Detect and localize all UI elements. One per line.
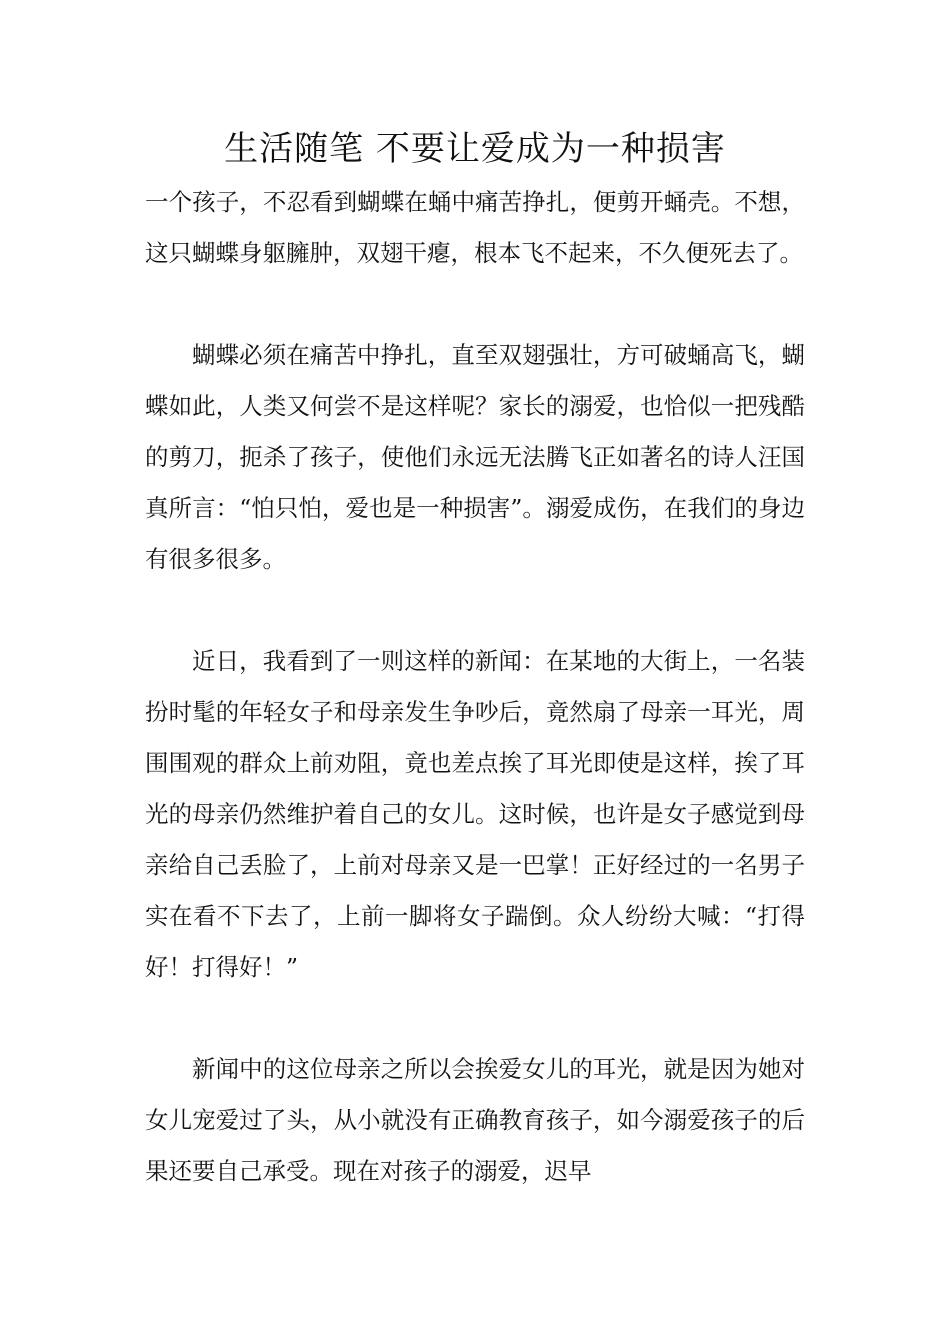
document-body bbox=[145, 177, 805, 1248]
document-title: 生活随笔 不要让爱成为一种损害 bbox=[224, 129, 726, 169]
paragraph-1: 一个孩子，不忍看到蝴蝶在蛹中痛苦挣扎，便剪开蛹壳。不想，这只蝴蝶身躯臃肿，双翅干瘪，根本飞不起来，不久便死去了。 bbox=[145, 188, 805, 267]
paragraph-4: 新闻中的这位母亲之所以会挨爱女儿的耳光，就是因为她对女儿宠爱过了头，从小就没有正确教育孩子，如今溺爱孩子的后果还要自己承受。现在对孩子的溺爱，迟早 bbox=[145, 1055, 805, 1185]
paragraph-3: 近日，我看到了一则这样的新闻：在某地的大街上，一名装扮时髦的年轻女子和母亲发生争吵后，竟然扇了母亲一耳光，周围围观的群众上前劝阻，竟也差点挨了耳光即使是这样，挨了耳光的母亲仍然维护着自己的女儿。这时候，也许是女子感觉到母亲给自己丢脸了，上前对母亲又是一巴掌！正好经过的一名男子实在看不下去了，上前一脚将女子踹倒。众人纷纷大喊：“打得好！打得好！” bbox=[145, 647, 805, 981]
paragraph-2: 蝴蝶必须在痛苦中挣扎，直至双翅强壮，方可破蛹高飞，蝴蝶如此，人类又何尝不是这样呢？家长的溺爱，也恰似一把残酷的剪刀，扼杀了孩子，使他们永远无法腾飞正如著名的诗人汪国真所言：“怕只怕，爱也是一种损害”。溺爱成伤，在我们的身边有很多很多。 bbox=[145, 341, 805, 573]
